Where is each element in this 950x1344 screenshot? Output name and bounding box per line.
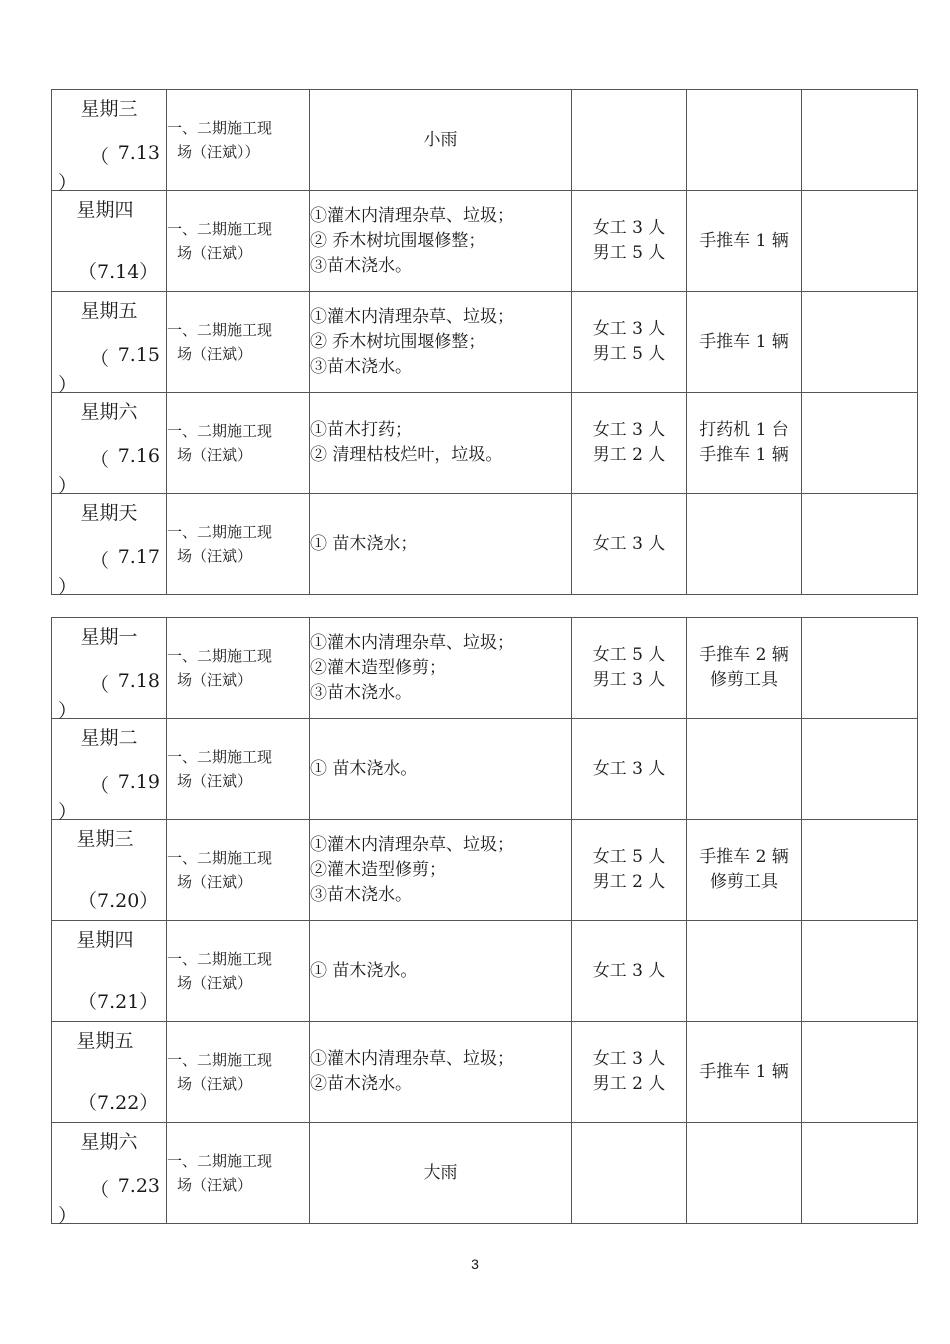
day-block <box>52 1123 166 1227</box>
work-content-cell <box>310 90 572 191</box>
equipment-item: 修剪工具 <box>710 872 778 892</box>
day-cell <box>52 1022 167 1123</box>
site-cell <box>167 820 310 921</box>
day-block <box>52 719 166 823</box>
remarks-cell <box>802 191 918 292</box>
site-line: 场（汪斌） <box>177 345 253 363</box>
staff-cell <box>572 1022 687 1123</box>
site-cell <box>167 494 310 595</box>
site-line: 一、二期施工现 <box>167 748 273 766</box>
remarks-cell <box>802 494 918 595</box>
table-row <box>52 921 918 1022</box>
staff-item: 女工 5 人 <box>592 847 666 867</box>
staff-item: 女工 3 人 <box>592 758 666 779</box>
equipment-cell <box>687 292 802 393</box>
site-line: 一、二期施工现 <box>167 849 273 867</box>
staff-cell <box>572 719 687 820</box>
work-item: ① 苗木浇水； <box>310 533 418 554</box>
staff-cell <box>572 393 687 494</box>
equipment-item: 手推车 1 辆 <box>699 230 789 251</box>
date: 7.15 <box>117 344 160 366</box>
work-content-cell <box>310 191 572 292</box>
equipment-item: 手推车 1 辆 <box>699 331 789 352</box>
table-row <box>52 494 918 595</box>
weekday: 星期五 <box>76 1030 134 1052</box>
site-line: 一、二期施工现 <box>167 1051 273 1069</box>
date: （7.14） <box>78 261 159 283</box>
work-content-cell <box>310 719 572 820</box>
weekday: 星期六 <box>80 1131 138 1153</box>
equipment-cell <box>687 820 802 921</box>
date: 7.13 <box>117 142 160 164</box>
date-close-paren: ） <box>58 1205 78 1227</box>
staff-cell <box>572 820 687 921</box>
work-content-cell <box>310 393 572 494</box>
weekday: 星期三 <box>80 98 138 120</box>
work-item: 大雨 <box>423 1162 458 1183</box>
staff-item: 女工 3 人 <box>592 420 666 440</box>
equipment-item: 手推车 1 辆 <box>699 1061 789 1082</box>
staff-cell <box>572 618 687 719</box>
weekday: 星期三 <box>76 828 134 850</box>
day-block <box>52 191 166 291</box>
staff-item: 女工 5 人 <box>592 645 666 665</box>
site-cell <box>167 292 310 393</box>
staff-cell <box>572 921 687 1022</box>
weekday: 星期一 <box>80 626 138 648</box>
equipment-cell <box>687 494 802 595</box>
site-line: 场（汪斌） <box>177 446 253 464</box>
date: 7.19 <box>117 771 160 793</box>
date: （7.20） <box>78 890 159 912</box>
site-line: 场（汪斌） <box>177 873 253 891</box>
weekday: 星期四 <box>76 199 134 221</box>
site-line: 场（汪斌） <box>177 671 253 689</box>
date-open-paren: （ <box>90 674 110 696</box>
work-item: ②灌木造型修剪； <box>310 859 446 880</box>
work-content-cell <box>310 1022 572 1123</box>
site-line: 场（汪斌）） <box>177 143 260 161</box>
staff-item: 女工 3 人 <box>592 960 666 981</box>
remarks-cell <box>802 292 918 393</box>
equipment-item: 手推车 1 辆 <box>699 445 789 465</box>
table-row <box>52 1123 918 1224</box>
date-open-paren: （ <box>90 550 110 572</box>
equipment-item: 手推车 2 辆 <box>699 645 789 665</box>
date-open-paren: （ <box>90 348 110 370</box>
date: （7.22） <box>78 1092 159 1114</box>
work-item: ①灌木内清理杂草、垃圾； <box>310 632 514 653</box>
equipment-cell <box>687 1022 802 1123</box>
date-close-paren: ） <box>58 576 78 598</box>
work-item: ③苗木浇水。 <box>310 884 412 905</box>
day-cell <box>52 292 167 396</box>
staff-item: 男工 5 人 <box>592 243 666 263</box>
equipment-cell <box>687 1123 802 1224</box>
staff-item: 男工 2 人 <box>592 1074 666 1094</box>
site-cell <box>167 719 310 820</box>
site-cell <box>167 1123 310 1224</box>
day-block <box>52 393 166 497</box>
site-line: 场（汪斌） <box>177 1176 253 1194</box>
staff-item: 男工 2 人 <box>592 872 666 892</box>
day-cell <box>52 191 167 292</box>
equipment-cell <box>687 618 802 719</box>
day-block <box>52 921 166 1021</box>
site-line: 场（汪斌） <box>177 974 253 992</box>
work-item: ② 乔木树坑围堰修整； <box>310 230 486 251</box>
staff-item: 女工 3 人 <box>592 533 666 554</box>
day-block <box>52 618 166 722</box>
date: （7.21） <box>78 991 159 1013</box>
weekday: 星期二 <box>80 727 138 749</box>
weekday: 星期四 <box>76 929 134 951</box>
table-row <box>52 618 918 719</box>
work-item: ② 乔木树坑围堰修整； <box>310 331 486 352</box>
date-open-paren: （ <box>90 146 110 168</box>
day-block <box>52 820 166 920</box>
site-line: 场（汪斌） <box>177 244 253 262</box>
date-open-paren: （ <box>90 449 110 471</box>
page-number: 3 <box>471 1256 479 1272</box>
day-block <box>52 90 166 194</box>
site-line: 一、二期施工现 <box>167 119 273 137</box>
equipment-item: 打药机 1 台 <box>699 420 789 440</box>
staff-cell <box>572 1123 687 1224</box>
date-close-paren: ） <box>58 374 78 396</box>
site-line: 场（汪斌） <box>177 1075 253 1093</box>
work-content-cell <box>310 1123 572 1224</box>
table-row <box>52 191 918 292</box>
table-row <box>52 393 918 494</box>
table-row <box>52 292 918 393</box>
date-close-paren: ） <box>58 475 78 497</box>
site-line: 一、二期施工现 <box>167 523 273 541</box>
site-cell <box>167 618 310 719</box>
work-item: ① 苗木浇水。 <box>310 758 418 779</box>
table-row <box>52 90 918 191</box>
staff-item: 男工 5 人 <box>592 344 666 364</box>
staff-item: 女工 3 人 <box>592 1049 666 1069</box>
remarks-cell <box>802 90 918 191</box>
date-close-paren: ） <box>58 172 78 194</box>
remarks-cell <box>802 719 918 820</box>
staff-cell <box>572 494 687 595</box>
table-row <box>52 1022 918 1123</box>
equipment-cell <box>687 921 802 1022</box>
site-line: 一、二期施工现 <box>167 647 273 665</box>
remarks-cell <box>802 393 918 494</box>
site-cell <box>167 393 310 494</box>
staff-cell <box>572 292 687 393</box>
date: 7.17 <box>117 546 160 568</box>
date-open-paren: （ <box>90 775 110 797</box>
staff-cell <box>572 90 687 191</box>
work-item: ①灌木内清理杂草、垃圾； <box>310 1049 514 1069</box>
work-content-cell <box>310 921 572 1022</box>
site-cell <box>167 191 310 292</box>
work-item: ①灌木内清理杂草、垃圾； <box>310 306 514 327</box>
day-cell <box>52 921 167 1022</box>
work-item: ①灌木内清理杂草、垃圾； <box>310 834 514 855</box>
work-item: ①苗木打药； <box>310 420 412 440</box>
staff-cell <box>572 191 687 292</box>
staff-item: 男工 3 人 <box>592 670 666 690</box>
site-line: 一、二期施工现 <box>167 950 273 968</box>
equipment-cell <box>687 393 802 494</box>
work-item: ③苗木浇水。 <box>310 682 412 703</box>
remarks-cell <box>802 921 918 1022</box>
site-cell <box>167 90 310 191</box>
day-block <box>52 1022 166 1122</box>
day-cell <box>52 1123 167 1227</box>
staff-item: 女工 3 人 <box>592 218 666 238</box>
day-cell <box>52 618 167 722</box>
equipment-item: 修剪工具 <box>710 670 778 690</box>
date-open-paren: （ <box>90 1179 110 1201</box>
staff-item: 女工 3 人 <box>592 319 666 339</box>
site-line: 一、二期施工现 <box>167 321 273 339</box>
date: 7.23 <box>117 1175 160 1197</box>
site-line: 一、二期施工现 <box>167 422 273 440</box>
site-line: 场（汪斌） <box>177 772 253 790</box>
day-cell <box>52 719 167 823</box>
date-close-paren: ） <box>58 700 78 722</box>
work-log-table-1 <box>51 89 918 598</box>
work-log-table-2 <box>51 617 918 1227</box>
work-content-cell <box>310 820 572 921</box>
work-item: ①灌木内清理杂草、垃圾； <box>310 205 514 226</box>
equipment-cell <box>687 191 802 292</box>
day-block <box>52 292 166 396</box>
work-item: ② 清理枯枝烂叶，垃圾。 <box>310 445 503 465</box>
equipment-cell <box>687 90 802 191</box>
work-content-cell <box>310 494 572 595</box>
work-item: ③苗木浇水。 <box>310 356 412 377</box>
equipment-item: 手推车 2 辆 <box>699 847 789 867</box>
weekday: 星期五 <box>80 300 138 322</box>
remarks-cell <box>802 1123 918 1224</box>
work-item: ②灌木造型修剪； <box>310 657 446 678</box>
day-cell <box>52 90 167 194</box>
date: 7.18 <box>117 670 160 692</box>
work-content-cell <box>310 292 572 393</box>
site-line: 场（汪斌） <box>177 547 253 565</box>
remarks-cell <box>802 820 918 921</box>
work-item: ③苗木浇水。 <box>310 255 412 276</box>
site-line: 一、二期施工现 <box>167 220 273 238</box>
date: 7.16 <box>117 445 160 467</box>
equipment-cell <box>687 719 802 820</box>
work-item: ① 苗木浇水。 <box>310 960 418 981</box>
day-cell <box>52 820 167 921</box>
day-cell <box>52 494 167 598</box>
day-block <box>52 494 166 598</box>
table-row <box>52 719 918 820</box>
work-item: 小雨 <box>423 129 458 150</box>
site-cell <box>167 921 310 1022</box>
staff-item: 男工 2 人 <box>592 445 666 465</box>
table-row <box>52 820 918 921</box>
weekday: 星期六 <box>80 401 138 423</box>
site-cell <box>167 1022 310 1123</box>
day-cell <box>52 393 167 497</box>
date-close-paren: ） <box>58 801 78 823</box>
remarks-cell <box>802 1022 918 1123</box>
weekday: 星期天 <box>80 502 138 524</box>
work-content-cell <box>310 618 572 719</box>
remarks-cell <box>802 618 918 719</box>
work-item: ②苗木浇水。 <box>310 1074 412 1094</box>
site-line: 一、二期施工现 <box>167 1152 273 1170</box>
